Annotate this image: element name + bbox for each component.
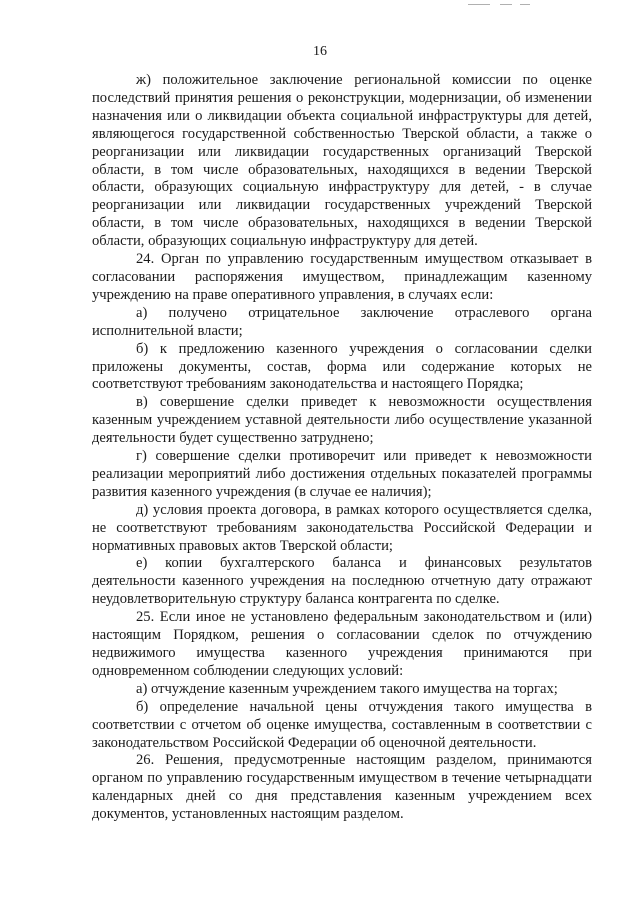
paragraph-24-g: г) совершение сделки противоречит или приведет к невозможности реализации мероприятий либо достижения отдельных показателей программы развития казенного учреждения (в случае ее наличия); [92, 448, 592, 500]
paragraph-25: 25. Если иное не установлено федеральным законодательством и (или) настоящим Порядком, решения о согласовании сделок по отчуждению недвижимого имущества казенного учреждения принимаются при одновременном соблюдении следующих условий: [92, 609, 592, 679]
page-number: 16 [313, 44, 327, 59]
paragraph-25-b: б) определение начальной цены отчуждения такого имущества в соответствии с отчетом об оценке имущества, составленным в соответствии с законодательством Российской Федерации об оценочной деятельности. [92, 698, 592, 751]
document-body [92, 72, 592, 824]
scan-artifact-line [500, 4, 512, 5]
paragraph-24: 24. Орган по управлению государственным имуществом отказывает в согласовании распоряжения имуществом, принадлежащим казенному учреждению на праве оперативного управления, в случаях если: [92, 251, 592, 303]
paragraph-26: 26. Решения, предусмотренные настоящим разделом, принимаются органом по управлению государственным имуществом в течение четырнадцати календарных дней со дня представления казенным учреждением всех документов, установленных настоящим разделом. [92, 752, 592, 823]
paragraph-24-a: а) получено отрицательное заключение отраслевого органа исполнительной власти; [92, 304, 592, 339]
scan-artifact-line [468, 4, 490, 5]
paragraph-24-e: е) копии бухгалтерского баланса и финансовых результатов деятельности казенного учреждения на последнюю отчетную дату отражают неудовлетворительную структуру баланса контрагента по сделке. [92, 555, 592, 608]
paragraph-25-a: а) отчуждение казенным учреждением такого имущества на торгах; [136, 680, 558, 697]
paragraph-24-b: б) к предложению казенного учреждения о согласовании сделки приложены документы, состав, форма или содержание которых не соответствуют требованиям законодательства и настоящего Порядка; [92, 340, 592, 393]
paragraph-24-d: д) условия проекта договора, в рамках которого осуществляется сделка, не соответствуют требованиям законодательства Российской Федерации и нормативных правовых актов Тверской области; [92, 501, 592, 554]
paragraph-item-zh: ж) положительное заключение региональной комиссии по оценке последствий принятия решения о реконструкции, модернизации, об изменении назначения или о ликвидации объекта социальной инфраструктуры для детей, являющегося государственной собственностью Тверской области, а также о реорганизации или ликвидации государственных организаций Тверской области, в том числе образовательных, находящихся в ведении Тверской области, образующих социальную инфраструктуру для детей, - в случае реорганизации или ликвидации государственных учреждений Тверской области, в том числе образовательных, находящихся в ведении Тверской области, образующих социальную инфраструктуру для детей. [92, 72, 592, 250]
scan-artifact-line [520, 4, 530, 5]
paragraph-24-v: в) совершение сделки приведет к невозможности осуществления казенным учреждением уставной деятельности либо осуществление указанной деятельности будет существенно затруднено; [92, 394, 592, 447]
